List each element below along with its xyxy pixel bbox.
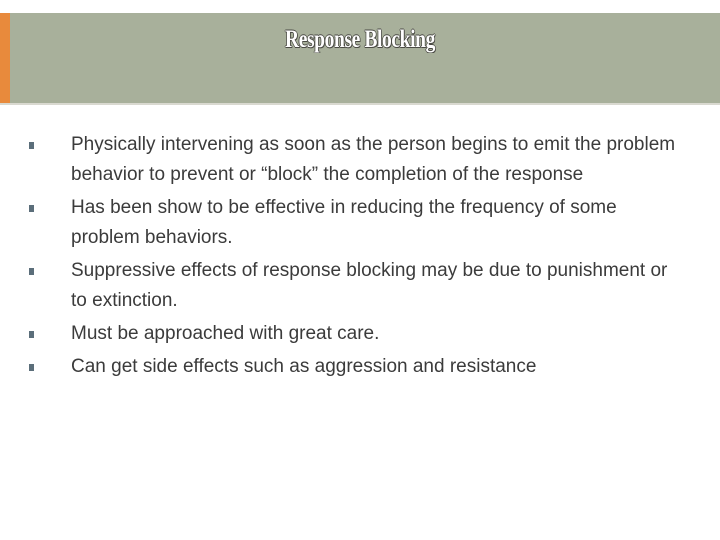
bullet-marker-icon — [29, 205, 34, 212]
bullet-marker-icon — [29, 331, 34, 338]
bullet-text: Has been show to be effective in reducing the frequency of some problem behaviors. — [71, 197, 617, 248]
bullet-item — [0, 256, 720, 316]
title-accent-stripe — [0, 13, 10, 103]
bullet-text: Must be approached with great care. — [71, 323, 380, 344]
bullet-marker-icon — [29, 142, 34, 149]
bullet-item — [0, 319, 720, 349]
bullet-text: Physically intervening as soon as the person begins to emit the problem behavior to prevent or “block” the completion of the response — [71, 134, 676, 185]
bullet-item — [0, 130, 720, 190]
slide-title: Response Blocking — [285, 26, 435, 53]
bullet-item — [0, 352, 720, 382]
bullet-list — [0, 130, 720, 385]
bullet-marker-icon — [29, 364, 34, 371]
bullet-text: Can get side effects such as aggression and resistance — [71, 356, 537, 377]
bullet-marker-icon — [29, 268, 34, 275]
bullet-text: Suppressive effects of response blocking may be due to punishment or to extinction. — [71, 260, 668, 311]
title-divider — [0, 103, 720, 105]
bullet-item — [0, 193, 720, 253]
